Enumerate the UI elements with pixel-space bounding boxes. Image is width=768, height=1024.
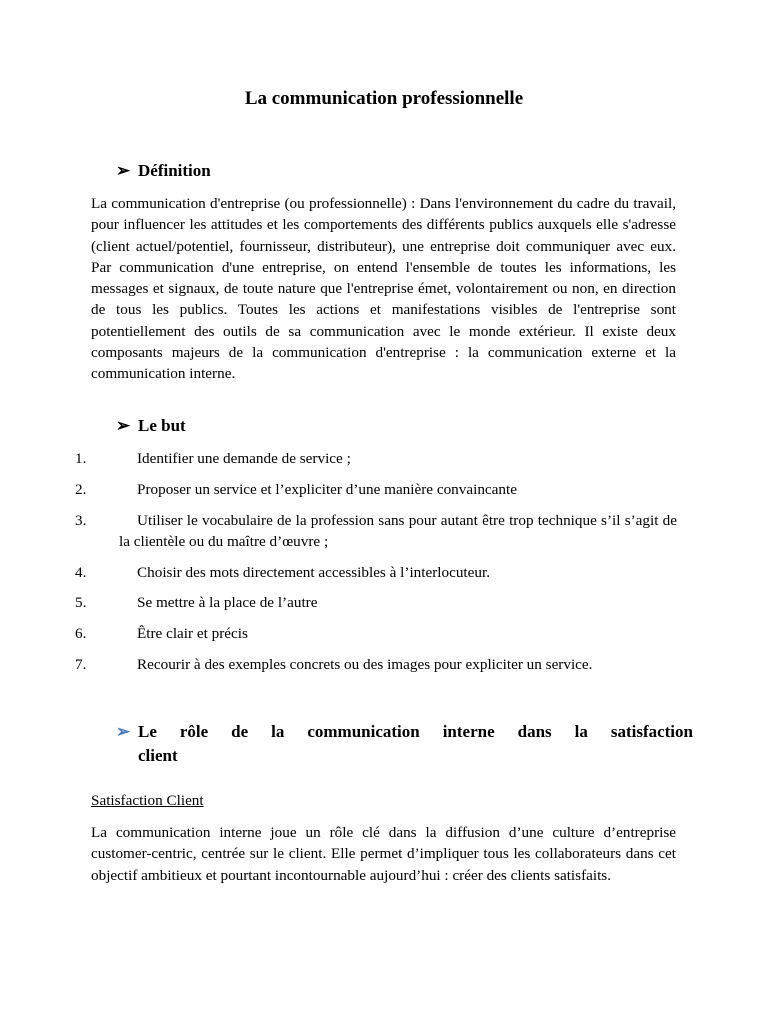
- list-item-text: Identifier une demande de service ;: [137, 450, 351, 467]
- heading-definition-label: Définition: [138, 161, 211, 180]
- list-item-text: Recourir à des exemples concrets ou des images pour expliciter un service.: [137, 656, 593, 673]
- list-item-number: 1.: [75, 450, 87, 467]
- list-item-number: 4.: [75, 564, 87, 581]
- list-item: [75, 479, 677, 500]
- list-item-number: 3.: [75, 512, 87, 529]
- list-item-number: 5.: [75, 594, 87, 611]
- list-item: [75, 654, 677, 675]
- list-item-number: 6.: [75, 625, 87, 642]
- heading-role-line2: client: [138, 746, 178, 765]
- heading-role-line1: Le rôle de la communication interne dans la satisfaction: [138, 722, 693, 741]
- list-item: [75, 562, 677, 583]
- document-title: La communication professionnelle: [244, 88, 524, 109]
- arrow-bullet-icon: ➢: [116, 416, 131, 435]
- heading-definition: [116, 159, 211, 183]
- list-item-text: Choisir des mots directement accessibles à l’interlocuteur.: [137, 564, 491, 581]
- heading-role: [116, 720, 693, 768]
- list-item-number: 2.: [75, 481, 87, 498]
- arrow-bullet-icon: ➢: [116, 161, 131, 180]
- list-item: [75, 448, 677, 469]
- arrow-bullet-icon: ➢: [116, 722, 131, 741]
- heading-but-label: Le but: [138, 416, 186, 435]
- role-paragraph: La communication interne joue un rôle clé dans la diffusion d’une culture d’entreprise customer-centric, centrée sur le client. Elle permet d’impliquer tous les collaborateurs dans cet objectif ambitieux et pourtant incontournable aujourd’hui : créer des clients satisfaits.: [91, 824, 676, 884]
- list-item-text: Proposer un service et l’expliciter d’une manière convaincante: [137, 481, 517, 498]
- list-item-number: 7.: [75, 656, 87, 673]
- list-item: [75, 510, 677, 553]
- list-item-text: Être clair et précis: [137, 625, 248, 642]
- definition-paragraph: La communication d'entreprise (ou professionnelle) : Dans l'environnement du cadre du travail, pour influencer les attitudes et les comportements des différents publics auxquels elle s'adresse (client actuel/potentiel, fournisseur, distributeur), une entreprise doit communiquer avec eux. Par communication d'une entreprise, on entend l'ensemble de toutes les informations, les messages et signaux, de toute nature que l'entreprise émet, volontairement ou non, en direction de tous les publics. Toutes les actions et manifestations visibles de l'entreprise sont potentiellement des outils de sa communication avec le monde extérieur. Il existe deux composants majeurs de la communication d'entreprise : la communication externe et la communication interne.: [91, 195, 676, 383]
- list-item: [75, 623, 677, 644]
- list-item: [75, 592, 677, 613]
- list-item-text: Utiliser le vocabulaire de la profession sans pour autant être trop technique s’il s’agit de la clientèle ou du maître d’œuvre ;: [119, 512, 677, 551]
- list-item-text: Se mettre à la place de l’autre: [137, 594, 318, 611]
- subheading-satisfaction-client: Satisfaction Client: [91, 792, 204, 809]
- heading-but: [116, 414, 186, 438]
